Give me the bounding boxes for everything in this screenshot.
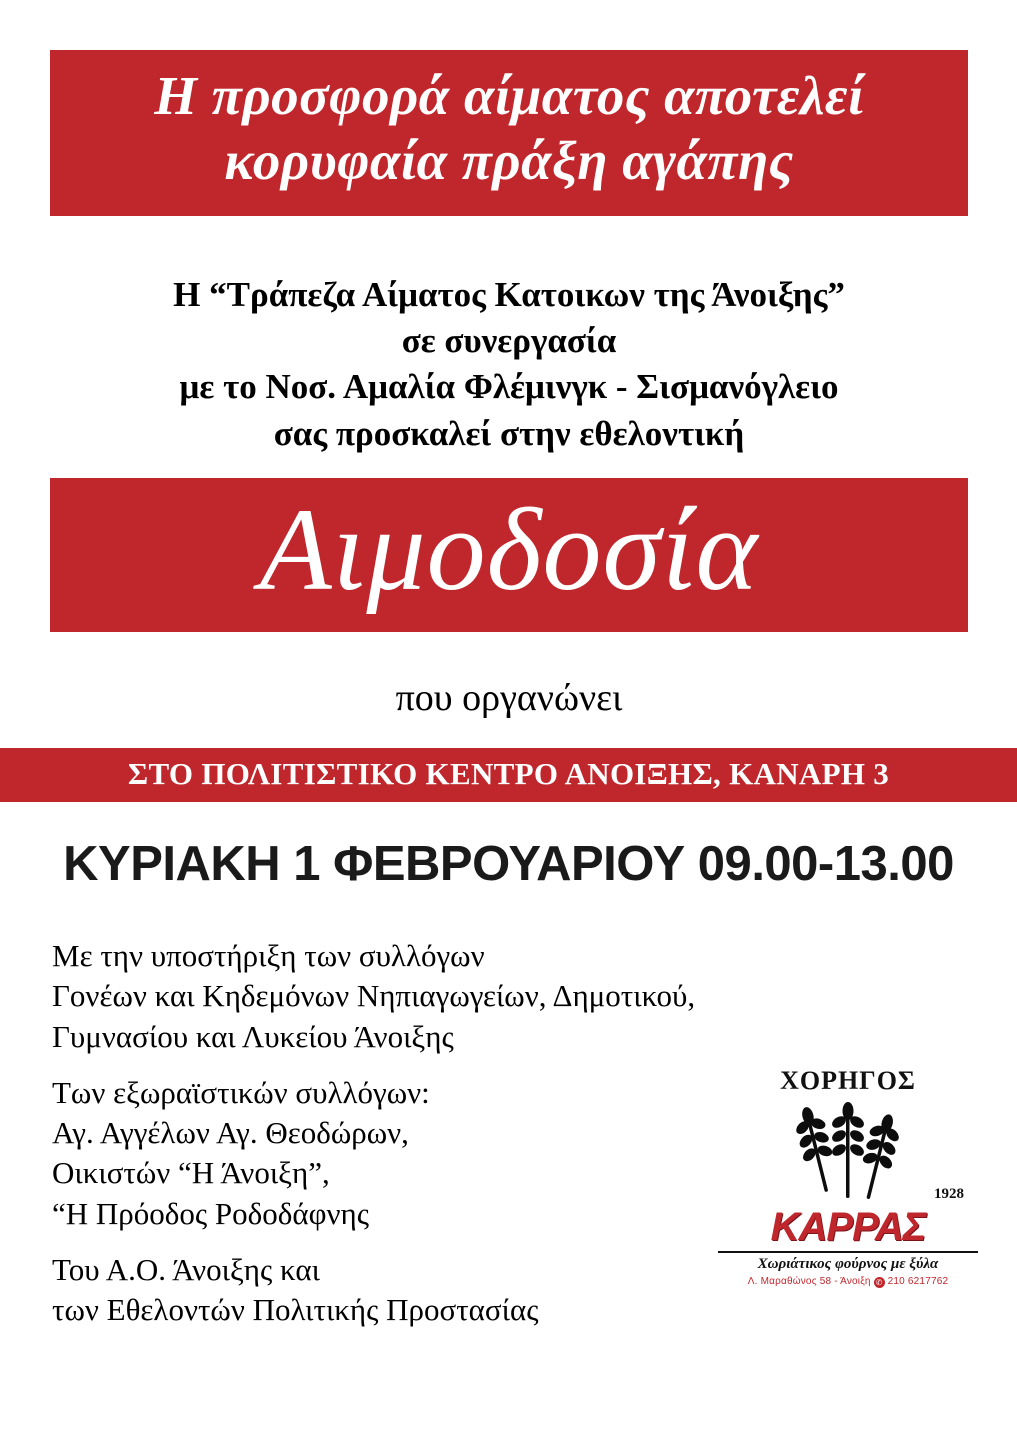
venue-text: ΣΤΟ ΠΟΛΙΤΙΣΤΙΚΟ ΚΕΝΤΡΟ ΑΝΟΙΞΗΣ, ΚΑΝΑΡΗ 3 [127, 756, 890, 791]
supporters-g3-line-2: των Εθελοντών Πολιτικής Προστασίας [52, 1292, 539, 1328]
intro-line-3: με το Νοσ. Αμαλία Φλέμινγκ - Σισμανόγλειο [179, 367, 839, 407]
intro-line-4: σας προσκαλεί στην εθελοντική [273, 413, 745, 453]
supporters-g1-line-3: Γυμνασίου και Λυκείου Άνοιξης [52, 1018, 454, 1054]
sponsor-label: ΧΟΡΗΓΟΣ [780, 1066, 916, 1095]
supporters-g3-line-1: Του Α.Ο. Άνοιξης και [52, 1252, 320, 1288]
headline-banner [50, 50, 968, 216]
main-title-banner [50, 478, 968, 632]
supporters-group-3 [52, 1250, 752, 1331]
sponsor-year: 1928 [934, 1186, 964, 1202]
headline-line-1: Η προσφορά αίματος αποτελεί [154, 65, 864, 126]
supporters-group-1 [52, 936, 752, 1057]
sponsor-block [718, 1066, 978, 1288]
venue-banner [0, 748, 1017, 802]
supporters-g2-line-1: Των εξωραϊστικών συλλόγων: [52, 1074, 430, 1110]
supporters-block [52, 936, 752, 1347]
wheat-sheaf-icon [718, 1100, 978, 1205]
supporters-group-2 [52, 1073, 752, 1234]
date-time-line: ΚΥΡΙΑΚΗ 1 ΦΕΒΡΟΥΑΡΙΟΥ 09.00-13.00 [63, 837, 954, 891]
sponsor-address-line [718, 1276, 978, 1288]
headline-line-2: κορυφαία πράξη αγάπης [224, 129, 794, 191]
intro-line-2: σε συνεργασία [401, 321, 617, 361]
supporters-g2-line-4: “Η Πρόοδος Ροδοδάφνης [52, 1195, 369, 1231]
supporters-g1-line-2: Γονέων και Κηδεμόνων Νηπιαγωγείων, Δημοτικού, [52, 978, 696, 1014]
sponsor-name: KAPPAΣ [770, 1205, 926, 1249]
supporters-g2-line-3: Οικιστών “Η Άνοιξη”, [52, 1155, 330, 1191]
intro-paragraph [50, 272, 968, 457]
sponsor-address: Λ. Μαραθώνος 58 - Άνοιξη [747, 1276, 871, 1287]
supporters-g1-line-1: Με την υποστήριξη των συλλόγων [52, 938, 485, 973]
sponsor-phone: 210 6217762 [887, 1276, 949, 1287]
sponsor-tagline: Χωριάτικος φούρνος με ξύλα [718, 1251, 978, 1273]
intro-line-1: Η “Τράπεζα Αίματος Κατοικων της Άνοιξης” [173, 275, 845, 314]
phone-icon: ✆ [874, 1277, 885, 1288]
main-title: Αιμοδοσία [259, 484, 759, 615]
supporters-g2-line-2: Αγ. Αγγέλων Αγ. Θεοδώρων, [52, 1115, 409, 1151]
organizer-line: που οργανώνει [395, 677, 623, 719]
